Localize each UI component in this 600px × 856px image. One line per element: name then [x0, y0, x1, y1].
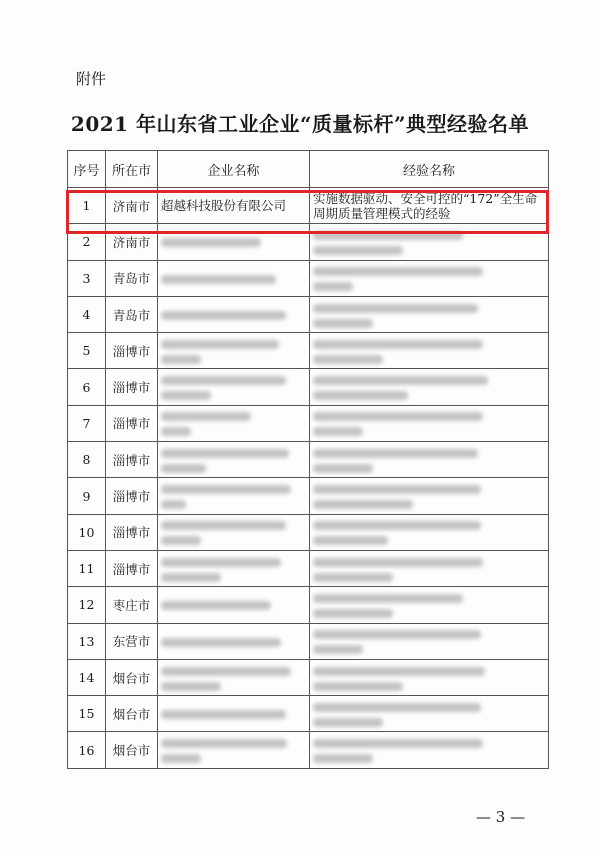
- table-row: [68, 224, 549, 260]
- row-city: 淄博市: [106, 550, 158, 586]
- row-company: [158, 478, 310, 514]
- redacted-text: [313, 573, 393, 582]
- redacted-text: [161, 500, 186, 509]
- row-number: 10: [68, 514, 106, 550]
- row-experience: [310, 260, 549, 296]
- redacted-text: [161, 311, 286, 320]
- redacted-text: [161, 391, 211, 400]
- redacted-text: [161, 485, 291, 494]
- redacted-text: [313, 739, 483, 748]
- row-number: 6: [68, 369, 106, 405]
- redacted-text: [313, 246, 403, 255]
- row-city: 济南市: [106, 188, 158, 224]
- redacted-text: [161, 449, 289, 458]
- table-row: [68, 659, 549, 695]
- row-city: 枣庄市: [106, 587, 158, 623]
- row-experience: [310, 732, 549, 768]
- redacted-text: [161, 573, 221, 582]
- row-company: [158, 333, 310, 369]
- table-row: [68, 405, 549, 441]
- row-company: [158, 550, 310, 586]
- row-city: 淄博市: [106, 333, 158, 369]
- redacted-text: [313, 718, 383, 727]
- row-company: [158, 732, 310, 768]
- column-header-city: 所在市: [106, 151, 158, 188]
- redacted-text: [313, 500, 413, 509]
- row-city: 淄博市: [106, 514, 158, 550]
- row-city: 青岛市: [106, 260, 158, 296]
- redacted-text: [161, 601, 271, 610]
- redacted-text: [313, 319, 373, 328]
- row-experience: [310, 623, 549, 659]
- row-company: [158, 224, 310, 260]
- redacted-text: [161, 667, 291, 676]
- row-city: 济南市: [106, 224, 158, 260]
- column-header-no: 序号: [68, 151, 106, 188]
- row-experience: [310, 696, 549, 732]
- row-experience: [310, 478, 549, 514]
- row-number: 7: [68, 405, 106, 441]
- row-number: 13: [68, 623, 106, 659]
- row-experience: [310, 587, 549, 623]
- row-company: [158, 659, 310, 695]
- redacted-text: [313, 464, 373, 473]
- row-number: 5: [68, 333, 106, 369]
- redacted-text: [313, 594, 463, 603]
- row-experience: [310, 442, 549, 478]
- row-company: [158, 260, 310, 296]
- redacted-text: [313, 754, 373, 763]
- row-number: 2: [68, 224, 106, 260]
- redacted-text: [161, 427, 191, 436]
- redacted-text: [161, 558, 281, 567]
- table-row: [68, 333, 549, 369]
- redacted-text: [313, 282, 353, 291]
- row-number: 8: [68, 442, 106, 478]
- row-experience: [310, 224, 549, 260]
- row-number: 3: [68, 260, 106, 296]
- row-company: [158, 587, 310, 623]
- redacted-text: [313, 355, 383, 364]
- document-title: 2021 年山东省工业企业“质量标杆”典型经验名单: [70, 112, 530, 136]
- row-company: [158, 405, 310, 441]
- redacted-text: [313, 485, 481, 494]
- table-row: [68, 587, 549, 623]
- row-city: 烟台市: [106, 696, 158, 732]
- row-number: 11: [68, 550, 106, 586]
- column-header-experience: 经验名称: [310, 151, 549, 188]
- company-list-table: [67, 150, 549, 769]
- redacted-text: [313, 412, 483, 421]
- redacted-text: [313, 609, 393, 618]
- table-row: [68, 623, 549, 659]
- redacted-text: [161, 412, 251, 421]
- redacted-text: [161, 275, 276, 284]
- row-city: 淄博市: [106, 442, 158, 478]
- redacted-text: [313, 391, 408, 400]
- attachment-label: 附件: [76, 70, 107, 88]
- table-row: [68, 369, 549, 405]
- row-experience: [310, 514, 549, 550]
- redacted-text: [313, 376, 488, 385]
- row-company: [158, 296, 310, 332]
- redacted-text: [313, 703, 481, 712]
- row-company: [158, 623, 310, 659]
- column-header-company: 企业名称: [158, 151, 310, 188]
- redacted-text: [313, 682, 403, 691]
- row-number: 4: [68, 296, 106, 332]
- redacted-text: [313, 630, 481, 639]
- redacted-text: [161, 754, 201, 763]
- row-city: 青岛市: [106, 296, 158, 332]
- row-experience: [310, 369, 549, 405]
- row-city: 淄博市: [106, 405, 158, 441]
- redacted-text: [313, 427, 363, 436]
- row-city: 烟台市: [106, 659, 158, 695]
- row-number: 9: [68, 478, 106, 514]
- redacted-text: [313, 521, 481, 530]
- redacted-text: [161, 340, 279, 349]
- redacted-text: [313, 558, 483, 567]
- page-number: — 3 —: [476, 808, 526, 826]
- redacted-text: [161, 521, 286, 530]
- redacted-text: [161, 355, 201, 364]
- table-header-row: [68, 151, 549, 188]
- table-row: [68, 514, 549, 550]
- row-experience: [310, 296, 549, 332]
- table-row: [68, 732, 549, 768]
- table-row: [68, 696, 549, 732]
- table-row: [68, 550, 549, 586]
- redacted-text: [161, 376, 286, 385]
- redacted-text: [313, 536, 388, 545]
- redacted-text: [313, 667, 485, 676]
- row-city: 东营市: [106, 623, 158, 659]
- redacted-text: [161, 739, 287, 748]
- row-company: 超越科技股份有限公司: [158, 188, 310, 224]
- redacted-text: [313, 340, 483, 349]
- row-number: 15: [68, 696, 106, 732]
- row-number: 1: [68, 188, 106, 224]
- row-city: 烟台市: [106, 732, 158, 768]
- row-number: 14: [68, 659, 106, 695]
- redacted-text: [161, 682, 221, 691]
- row-experience: [310, 405, 549, 441]
- row-city: 淄博市: [106, 478, 158, 514]
- row-experience: 实施数据驱动、安全可控的“172”全生命周期质量管理模式的经验: [310, 188, 549, 224]
- table-row: [68, 296, 549, 332]
- redacted-text: [161, 638, 281, 647]
- redacted-text: [161, 536, 201, 545]
- redacted-text: [313, 304, 478, 313]
- row-company: [158, 369, 310, 405]
- row-company: [158, 696, 310, 732]
- redacted-text: [161, 710, 286, 719]
- row-experience: [310, 659, 549, 695]
- table-row: [68, 260, 549, 296]
- row-experience: [310, 333, 549, 369]
- row-number: 16: [68, 732, 106, 768]
- table-row: [68, 188, 549, 224]
- row-company: [158, 514, 310, 550]
- table-row: [68, 442, 549, 478]
- redacted-text: [161, 238, 261, 247]
- redacted-text: [161, 464, 206, 473]
- redacted-text: [313, 449, 478, 458]
- redacted-text: [313, 645, 363, 654]
- row-company: [158, 442, 310, 478]
- row-experience: [310, 550, 549, 586]
- row-number: 12: [68, 587, 106, 623]
- redacted-text: [313, 231, 463, 240]
- table-row: [68, 478, 549, 514]
- redacted-text: [313, 267, 483, 276]
- row-city: 淄博市: [106, 369, 158, 405]
